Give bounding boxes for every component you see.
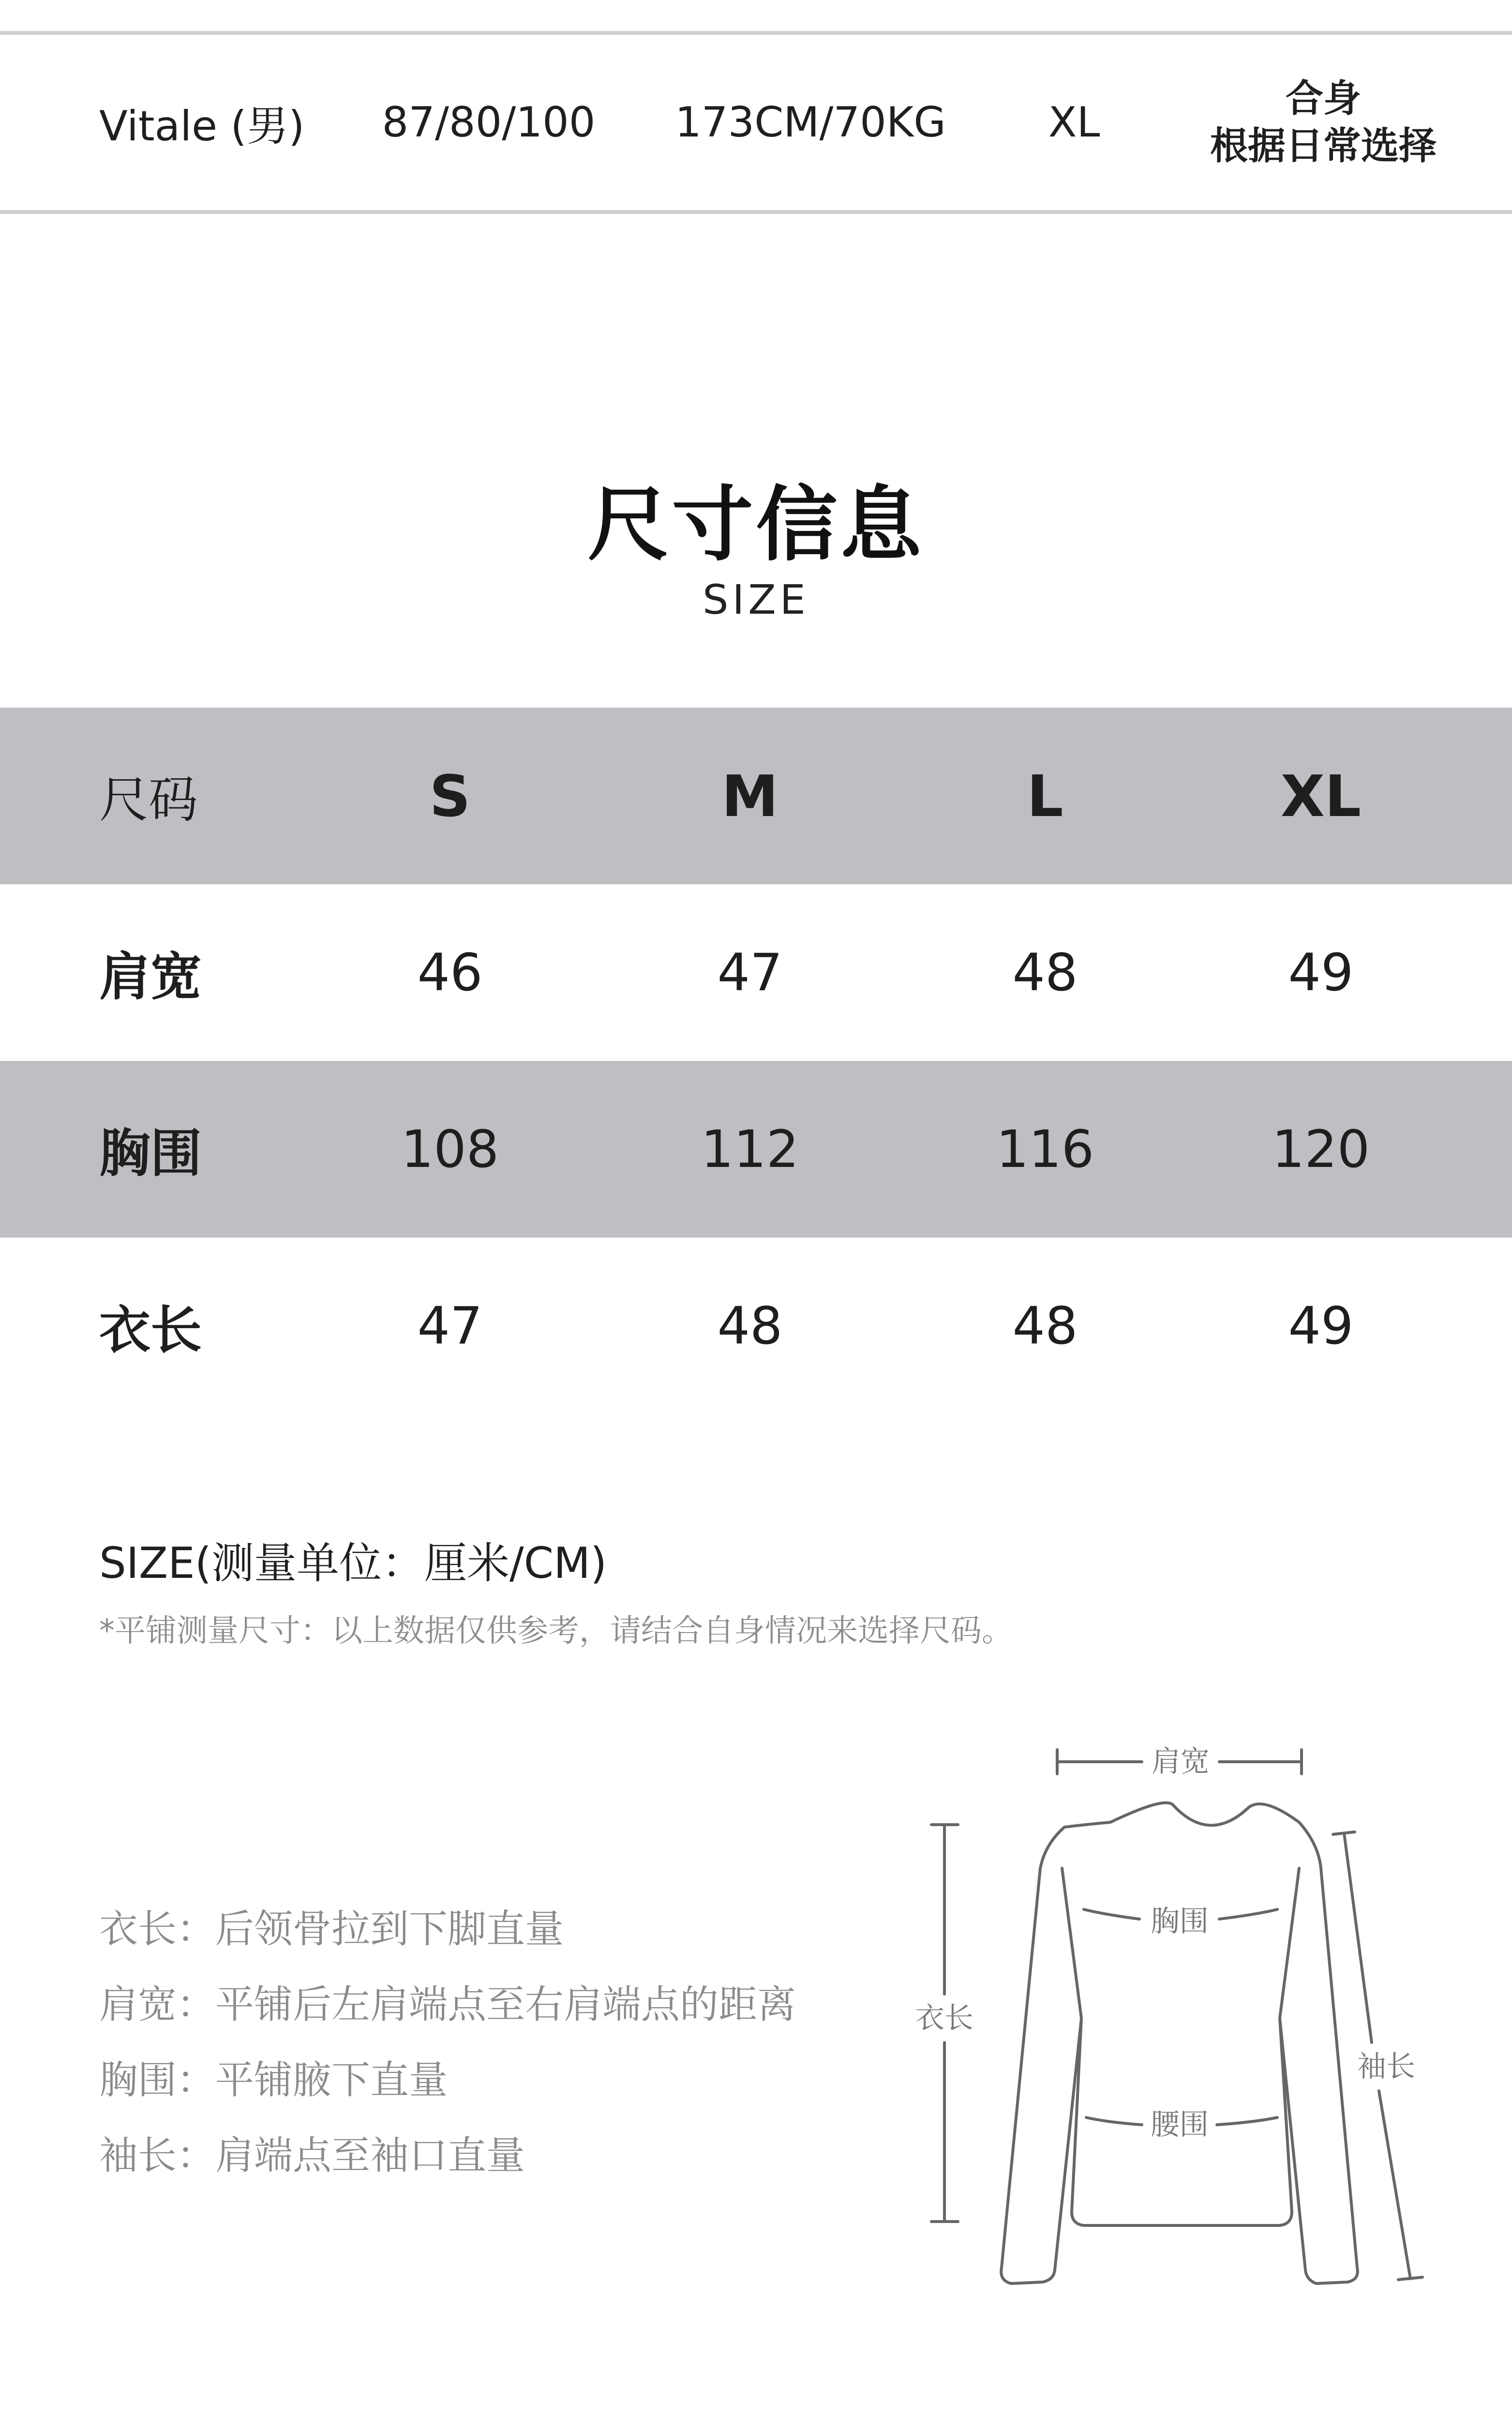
divider-bottom — [0, 210, 1512, 214]
table-cell: 48 — [1012, 1296, 1078, 1356]
model-name: Vitale (男) — [99, 102, 305, 151]
table-cell: 108 — [401, 1119, 499, 1179]
diagram-label-waist: 腰围 — [1151, 2108, 1209, 2142]
header-size-label: 尺码 — [99, 771, 198, 829]
diagram-label-sleeve: 袖长 — [1357, 2050, 1415, 2084]
model-fit-line1: 合身 — [1285, 77, 1361, 121]
table-cell: 48 — [1012, 943, 1078, 1002]
row-label: 肩宽 — [99, 947, 202, 1007]
section-subtitle: SIZE — [703, 576, 809, 623]
diagram-label-chest: 胸围 — [1151, 1905, 1209, 1938]
row-label: 胸围 — [99, 1123, 202, 1183]
section-title: 尺寸信息 — [587, 477, 925, 572]
measurement-definitions — [99, 1888, 796, 2190]
left-armhole-seam — [1062, 1868, 1081, 2018]
header-size-xl: XL — [1280, 762, 1362, 830]
table-row — [0, 1238, 1512, 1414]
chest-curve-right — [1219, 1909, 1277, 1919]
sleeve-line-top — [1344, 1833, 1372, 2042]
garment-outline — [1001, 1803, 1358, 2284]
header-size-l: L — [1027, 762, 1063, 830]
table-row — [0, 884, 1512, 1061]
model-height-weight: 173CM/70KG — [675, 98, 946, 147]
header-size-m: M — [721, 762, 778, 830]
table-cell: 49 — [1288, 1296, 1354, 1356]
model-measurements: 87/80/100 — [382, 98, 596, 147]
model-info-row — [0, 35, 1512, 210]
row-label: 衣长 — [99, 1300, 202, 1360]
table-row — [0, 1061, 1512, 1238]
chest-curve-left — [1084, 1909, 1139, 1919]
flat-measure-note: *平铺测量尺寸：以上数据仅供参考，请结合自身情况来选择尺码。 — [99, 1613, 1013, 1649]
table-header-row — [0, 708, 1512, 884]
unit-note: SIZE(测量单位：厘米/CM) — [99, 1538, 607, 1588]
size-table — [0, 708, 1512, 1414]
sleeve-line-bottom — [1379, 2091, 1410, 2279]
header-size-s: S — [429, 762, 471, 830]
right-armhole-seam — [1280, 1868, 1299, 2018]
table-cell: 116 — [996, 1119, 1094, 1179]
diagram-label-length: 衣长 — [915, 2001, 973, 2035]
table-cell: 112 — [701, 1119, 799, 1179]
waist-curve-left — [1086, 2118, 1142, 2125]
model-fit-line2: 根据日常选择 — [1210, 124, 1437, 168]
definition-sleeve: 袖长：肩端点至袖口直量 — [99, 2133, 525, 2178]
diagram-label-shoulder: 肩宽 — [1152, 1745, 1210, 1779]
table-cell: 47 — [417, 1296, 483, 1356]
definition-chest: 胸围：平铺腋下直量 — [99, 2057, 448, 2102]
garment-diagram — [895, 1723, 1452, 2304]
definition-shoulder: 肩宽：平铺后左肩端点至右肩端点的距离 — [99, 1981, 796, 2027]
model-fit — [1161, 35, 1485, 210]
table-cell: 46 — [417, 943, 483, 1002]
model-size: XL — [1048, 98, 1100, 147]
waist-curve-right — [1217, 2118, 1277, 2125]
garment-diagram-svg — [895, 1723, 1452, 2304]
table-cell: 49 — [1288, 943, 1354, 1002]
table-cell: 120 — [1272, 1119, 1370, 1179]
table-cell: 48 — [717, 1296, 783, 1356]
divider-top — [0, 31, 1512, 35]
definition-length: 衣长：后领骨拉到下脚直量 — [99, 1906, 564, 1951]
table-cell: 47 — [717, 943, 783, 1002]
